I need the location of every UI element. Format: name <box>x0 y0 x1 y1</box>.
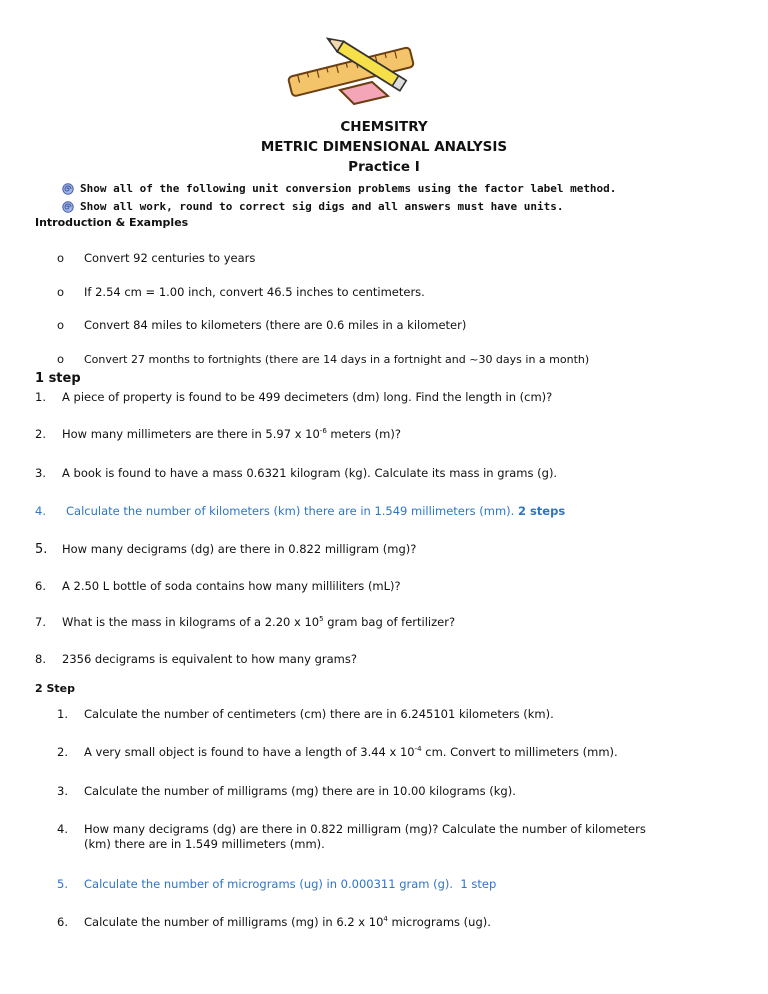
problem-text: Calculate the number of milligrams (mg) there are in 10.00 kilograms (kg). <box>84 784 516 798</box>
instructions <box>62 180 616 216</box>
problem-text: Calculate the number of micrograms (ug) in 0.000311 gram (g). 1 step <box>84 877 497 891</box>
problem-text: Calculate the number of milligrams (mg) in 6.2 x $10^4$ micrograms (ug). <box>84 915 491 929</box>
step-note: 2 steps <box>517 504 566 518</box>
intro-heading: Introduction & Examples <box>35 216 189 229</box>
problem-number: 4. <box>35 504 46 518</box>
problem-number: 1. <box>35 390 46 404</box>
problem-text: A 2.50 L bottle of soda contains how many milliliters (mL)? <box>62 579 401 593</box>
problem-number: 6. <box>35 579 46 593</box>
example-text: Convert 27 months to fortnights (there are 14 days in a fortnight and ~30 days in a month) <box>84 353 590 366</box>
problem-text: 2356 decigrams is equivalent to how many grams? <box>62 652 357 666</box>
instruction-item <box>62 180 616 198</box>
problem-number: 8. <box>35 652 46 666</box>
problem-text: How many decigrams (dg) are there in 0.822 milligram (mg)? Calculate the number of kilometers (km) there are in 1.549 millimeters (mm). <box>84 822 646 851</box>
instruction-text: Show all work, round to correct sig digs and all answers must have units. <box>80 200 564 213</box>
instruction-text: Show all of the following unit conversion problems using the factor label method. <box>80 182 617 195</box>
list-marker: o <box>57 251 65 265</box>
problem-text: Calculate the number of kilometers (km) there are in 1.549 millimeters (mm). 2 steps <box>66 504 566 518</box>
problem-text: How many millimeters are there in 5.97 x $10^{-6}$ meters (m)? <box>62 427 401 441</box>
title-block <box>0 117 768 177</box>
problem-number: 1. <box>57 707 68 721</box>
problem-number: 4. <box>57 822 68 836</box>
page-title: CHEMSITRY <box>340 119 428 135</box>
instruction-item <box>62 198 616 216</box>
example-text: If 2.54 cm = 1.00 inch, convert 46.5 inches to centimeters. <box>84 285 425 299</box>
list-marker: o <box>57 352 65 366</box>
step1-heading: 1 step <box>35 371 81 386</box>
problem-text: Calculate the number of centimeters (cm) there are in 6.245101 kilometers (km). <box>84 707 554 721</box>
example-text: Convert 84 miles to kilometers (there are 0.6 miles in a kilometer) <box>84 318 467 332</box>
problem-number: 2. <box>35 427 46 441</box>
example-text: Convert 92 centuries to years <box>84 251 256 265</box>
problem-text: How many decigrams (dg) are there in 0.822 milligram (mg)? <box>62 542 417 556</box>
step2-heading: 2 Step <box>35 682 75 695</box>
practice-label: Practice I <box>348 159 420 175</box>
problem-number: 6. <box>57 915 68 929</box>
list-marker: o <box>57 285 65 299</box>
problem-text: A piece of property is found to be 499 decimeters (dm) long. Find the length in (cm)? <box>62 390 553 404</box>
spiral-bullet-icon <box>62 201 74 213</box>
step-note: 1 step <box>460 877 497 891</box>
problem-number: 7. <box>35 615 46 629</box>
problem-number: 2. <box>57 745 68 759</box>
spiral-bullet-icon <box>62 183 74 195</box>
problem-text: What is the mass in kilograms of a 2.20 x $10^5$ gram bag of fertilizer? <box>62 615 456 629</box>
list-marker: o <box>57 318 65 332</box>
problem-number: 3. <box>35 466 46 480</box>
problem-number: 5. <box>35 542 48 557</box>
problem-text: A book is found to have a mass 0.6321 kilogram (kg). Calculate its mass in grams (g). <box>62 466 558 480</box>
page-subtitle: METRIC DIMENSIONAL ANALYSIS <box>260 139 508 155</box>
ruler-pencil-clipart <box>280 30 420 110</box>
problem-number: 3. <box>57 784 68 798</box>
problem-text: A very small object is found to have a length of 3.44 x $10^{-4}$ cm. Convert to millimeters (mm). <box>84 745 618 759</box>
problem-number: 5. <box>57 877 68 891</box>
